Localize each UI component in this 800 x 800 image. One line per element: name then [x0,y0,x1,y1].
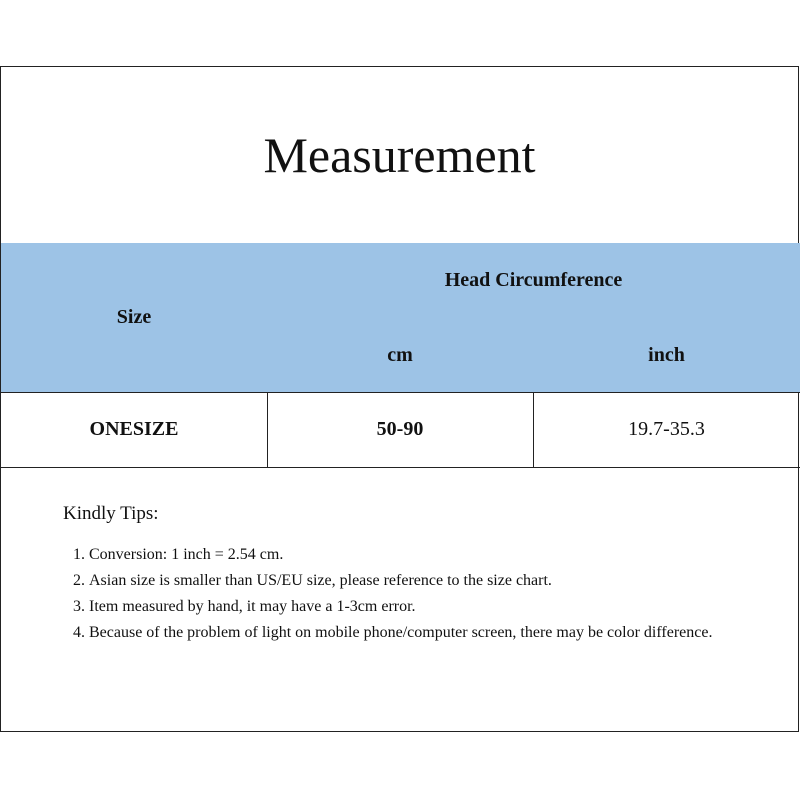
cm-cell: 50-90 [267,392,534,468]
tips-title: Kindly Tips: [63,503,159,524]
size-cell: ONESIZE [1,392,268,468]
cm-header: cm [267,318,534,393]
size-chart-sheet [0,66,799,732]
tip-item: 4. Because of the problem of light on mobile phone/computer screen, there may be color difference. [89,620,763,646]
inch-header: inch [533,318,800,393]
tips-list [63,542,763,646]
size-header: Size [1,243,268,393]
tip-item: 2. Asian size is smaller than US/EU size, please reference to the size chart. [89,568,763,594]
kindly-tips [63,503,763,646]
inch-cell: 19.7-35.3 [533,392,800,468]
size-table [1,243,798,469]
tip-item: 1. Conversion: 1 inch = 2.54 cm. [89,542,763,568]
head-circumference-header: Head Circumference [267,243,800,319]
page-title: Measurement [1,67,798,244]
tip-item: 3. Item measured by hand, it may have a 1-3cm error. [89,594,763,620]
